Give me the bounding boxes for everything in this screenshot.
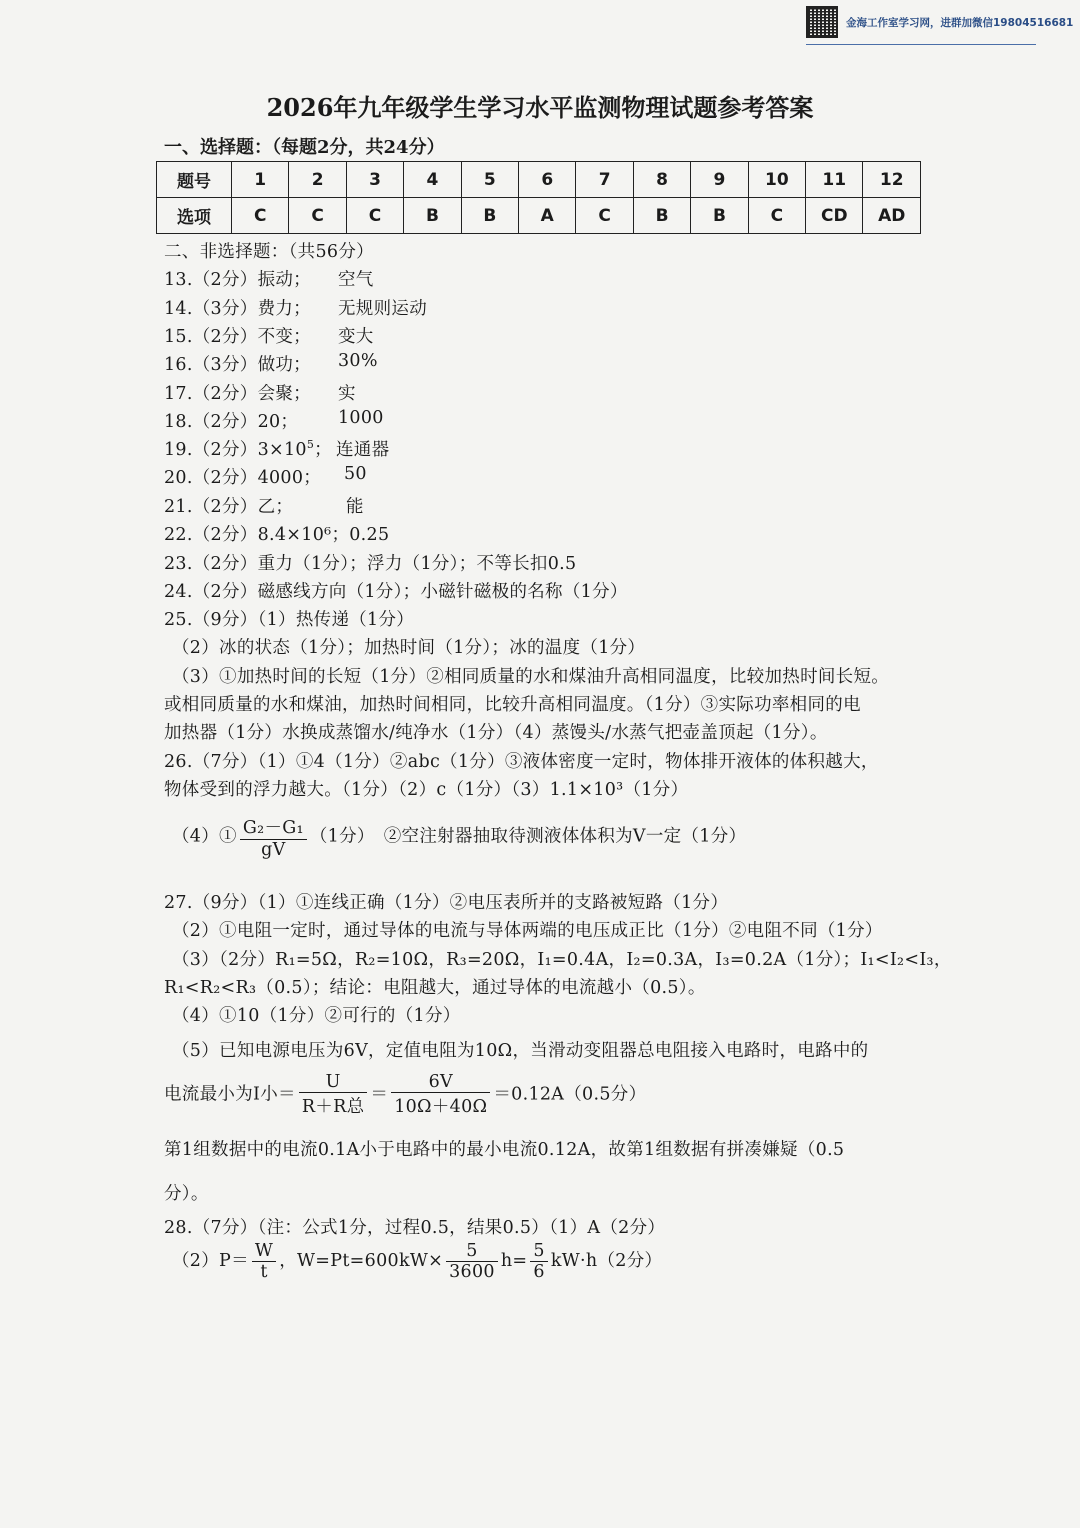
formula-prefix: （4）① xyxy=(172,826,237,847)
answer-line-23: 23.（2分）重力（1分）；浮力（1分）；不等长扣0.5 xyxy=(164,554,577,574)
section2-heading: 二、非选择题：（共56分） xyxy=(164,242,374,262)
answer-line-27-1: 27.（9分）（1）①连线正确（1分）②电压表所并的支路被短路（1分） xyxy=(164,893,729,913)
question-number: 3 xyxy=(346,162,403,198)
answer-line-27-7a: 第1组数据中的电流0.1A小于电路中的最小电流0.12A，故第1组数据有拼凑嫌疑（0.5 xyxy=(164,1140,845,1160)
answer-line-24: 24.（2分）磁感线方向（1分）；小磁针磁极的名称（1分） xyxy=(164,582,628,602)
answer-prefix-tail: ； xyxy=(314,440,332,460)
current-fraction-numeric xyxy=(391,1072,490,1118)
answer-line-17 xyxy=(164,380,311,405)
page-title: 2026年九年级学生学习水平监测物理试题参考答案 xyxy=(266,93,814,122)
answer-cell: AD xyxy=(863,198,921,234)
answer-line-15 xyxy=(164,323,311,348)
answer-line-25-3c: 加热器（1分）水换成蒸馏水/纯净水（1分）（4）蒸馒头/水蒸气把壶盖顶起（1分）。 xyxy=(164,723,828,743)
formula-suffix: kW·h（2分） xyxy=(550,1251,663,1271)
formula-suffix: ＝0.12A（0.5分） xyxy=(493,1084,647,1105)
header-divider xyxy=(806,44,1036,45)
answer-line-27-5: （5）已知电源电压为6V，定值电阻为10Ω，当滑动变阻器总电阻接入电路时，电路中的 xyxy=(172,1041,869,1061)
fraction-denominator: gV xyxy=(261,840,286,860)
question-number: 12 xyxy=(863,162,921,198)
brand-text: 金海工作室学习网，进群加微信19804516681 xyxy=(846,17,1074,29)
answer-line-27-2: （2）①电阻一定时，通过导体的电流与导体两端的电压成正比（1分）②电阻不同（1分） xyxy=(172,921,883,941)
time-fraction xyxy=(446,1241,498,1282)
answer-line-25-3a: （3）①加热时间的长短（1分）②相同质量的水和煤油升高相同温度，比较加热时间长短。 xyxy=(172,667,890,687)
question-number: 5 xyxy=(461,162,518,198)
formula-suffix: （1分） ②空注射器抽取待测液体体积为V一定（1分） xyxy=(309,826,747,847)
answer-line-27-6: 电流最小为I小＝ $\frac{U}{\text{R＋R总}}$ ＝ $\frac{6V}{10\Omega+40\Omega}$ ＝0.12A（0.5分） xyxy=(164,1072,647,1117)
answer-line-26-2: 物体受到的浮力越大。（1分）（2）c（1分）（3）1.1×10³（1分） xyxy=(164,780,689,800)
answer-value: 空气 xyxy=(338,270,374,290)
answer-cell: C xyxy=(289,198,346,234)
density-fraction xyxy=(240,814,307,860)
answer-line-18 xyxy=(164,408,298,433)
answer-line-14 xyxy=(164,295,311,320)
fraction-denominator: 6 xyxy=(533,1262,545,1282)
question-number: 10 xyxy=(748,162,805,198)
fraction-numerator: W xyxy=(252,1241,276,1262)
question-number: 11 xyxy=(806,162,863,198)
question-number: 8 xyxy=(633,162,690,198)
answer-cell: B xyxy=(404,198,461,234)
answer-cell: A xyxy=(519,198,576,234)
answer-prefix: 19.（2分）3×10 xyxy=(164,440,307,460)
answer-line-25-3b: 或相同质量的水和煤油，加热时间相同，比较升高相同温度。（1分）③实际功率相同的电 xyxy=(164,695,861,715)
question-number: 6 xyxy=(519,162,576,198)
answer-line-13 xyxy=(164,266,311,291)
fraction-denominator: t xyxy=(260,1262,268,1282)
answer-prefix: 17.（2分）会聚； xyxy=(164,384,311,404)
answer-prefix: 21.（2分）乙； xyxy=(164,497,294,517)
answer-cell: B xyxy=(461,198,518,234)
answer-line-27-3b: R₁<R₂<R₃（0.5）；结论：电阻越大，通过导体的电流越小（0.5）。 xyxy=(164,978,706,998)
answer-value: 能 xyxy=(346,497,364,517)
answer-prefix: 14.（3分）费力； xyxy=(164,299,311,319)
question-number: 4 xyxy=(404,162,461,198)
fraction-denominator: R＋R总 xyxy=(301,1097,365,1117)
question-number: 2 xyxy=(289,162,346,198)
answer-cell: C xyxy=(748,198,805,234)
answer-line-21 xyxy=(164,493,293,518)
fraction-numerator: 6V xyxy=(391,1072,490,1093)
answer-line-27-4: （4）①10（1分）②可行的（1分） xyxy=(172,1006,461,1026)
row-label-answers: 选项 xyxy=(157,198,232,234)
question-number: 7 xyxy=(576,162,633,198)
energy-fraction xyxy=(530,1241,547,1282)
answer-line-28-1: 28.（7分）（注：公式1分，过程0.5，结果0.5）（1）A（2分） xyxy=(164,1218,666,1238)
exponent: 5 xyxy=(306,438,315,452)
answer-value: 1000 xyxy=(338,408,384,428)
current-fraction-symbolic xyxy=(299,1072,368,1118)
section1-heading: 一、选择题：（每题2分，共24分） xyxy=(164,137,445,158)
answer-value: 变大 xyxy=(338,327,374,347)
formula-mid: ，W=Pt=600kW× xyxy=(279,1251,444,1271)
answer-line-27-7b: 分）。 xyxy=(164,1184,209,1204)
answer-line-26-4 xyxy=(172,814,746,860)
answer-line-25-2: （2）冰的状态（1分）；加热时间（1分）；冰的温度（1分） xyxy=(172,638,646,658)
answer-value: 30% xyxy=(338,351,378,371)
fraction-numerator: G₂－G₁ xyxy=(240,814,307,840)
answer-prefix: 15.（2分）不变； xyxy=(164,327,311,347)
table-row-numbers xyxy=(157,162,921,198)
answer-line-28-2 xyxy=(172,1241,662,1282)
formula-prefix: （2）P＝ xyxy=(172,1251,249,1271)
row-label-numbers: 题号 xyxy=(157,162,232,198)
answer-prefix: 16.（3分）做功； xyxy=(164,355,311,375)
answer-line-16 xyxy=(164,351,311,376)
fraction-numerator: 5 xyxy=(446,1241,498,1262)
answer-cell: B xyxy=(633,198,690,234)
answer-line-19 xyxy=(164,436,332,461)
answer-line-26-1: 26.（7分）（1）①4（1分）②abc（1分）③液体密度一定时，物体排开液体的体积越大， xyxy=(164,752,879,772)
answer-cell: C xyxy=(576,198,633,234)
table-row-answers xyxy=(157,198,921,234)
answer-line-22: 22.（2分）8.4×10⁶；0.25 xyxy=(164,525,390,545)
answer-line-27-3a: （3）（2分）R₁=5Ω，R₂=10Ω，R₃=20Ω，I₁=0.4A，I₂=0.3A，I₃=0.2A（1分）；I₁<I₂<I₃， xyxy=(172,950,952,970)
fraction-numerator: U xyxy=(299,1072,368,1093)
answer-prefix: 13.（2分）振动； xyxy=(164,270,311,290)
formula-prefix: 电流最小为I小＝ xyxy=(164,1084,296,1105)
fraction-denominator: 3600 xyxy=(449,1262,495,1282)
answer-cell: B xyxy=(691,198,748,234)
answer-value: 无规则运动 xyxy=(338,299,427,319)
answer-prefix: 18.（2分）20； xyxy=(164,412,299,432)
answer-value: 实 xyxy=(338,384,356,404)
answer-line-20 xyxy=(164,464,321,489)
power-fraction xyxy=(252,1241,276,1282)
answer-line-25-1: 25.（9分）（1）热传递（1分） xyxy=(164,610,415,630)
answer-table xyxy=(156,161,921,234)
fraction-numerator: 5 xyxy=(530,1241,547,1262)
fraction-denominator: 10Ω＋40Ω xyxy=(394,1097,488,1117)
answer-cell: C xyxy=(232,198,289,234)
answer-value: 连通器 xyxy=(336,440,390,460)
answer-cell: CD xyxy=(806,198,863,234)
question-number: 9 xyxy=(691,162,748,198)
answer-value: 50 xyxy=(344,464,367,484)
qr-code-icon xyxy=(806,6,838,38)
formula-mid-2: h= xyxy=(500,1251,528,1271)
answer-prefix: 20.（2分）4000； xyxy=(164,468,322,488)
question-number: 1 xyxy=(232,162,289,198)
answer-cell: C xyxy=(346,198,403,234)
